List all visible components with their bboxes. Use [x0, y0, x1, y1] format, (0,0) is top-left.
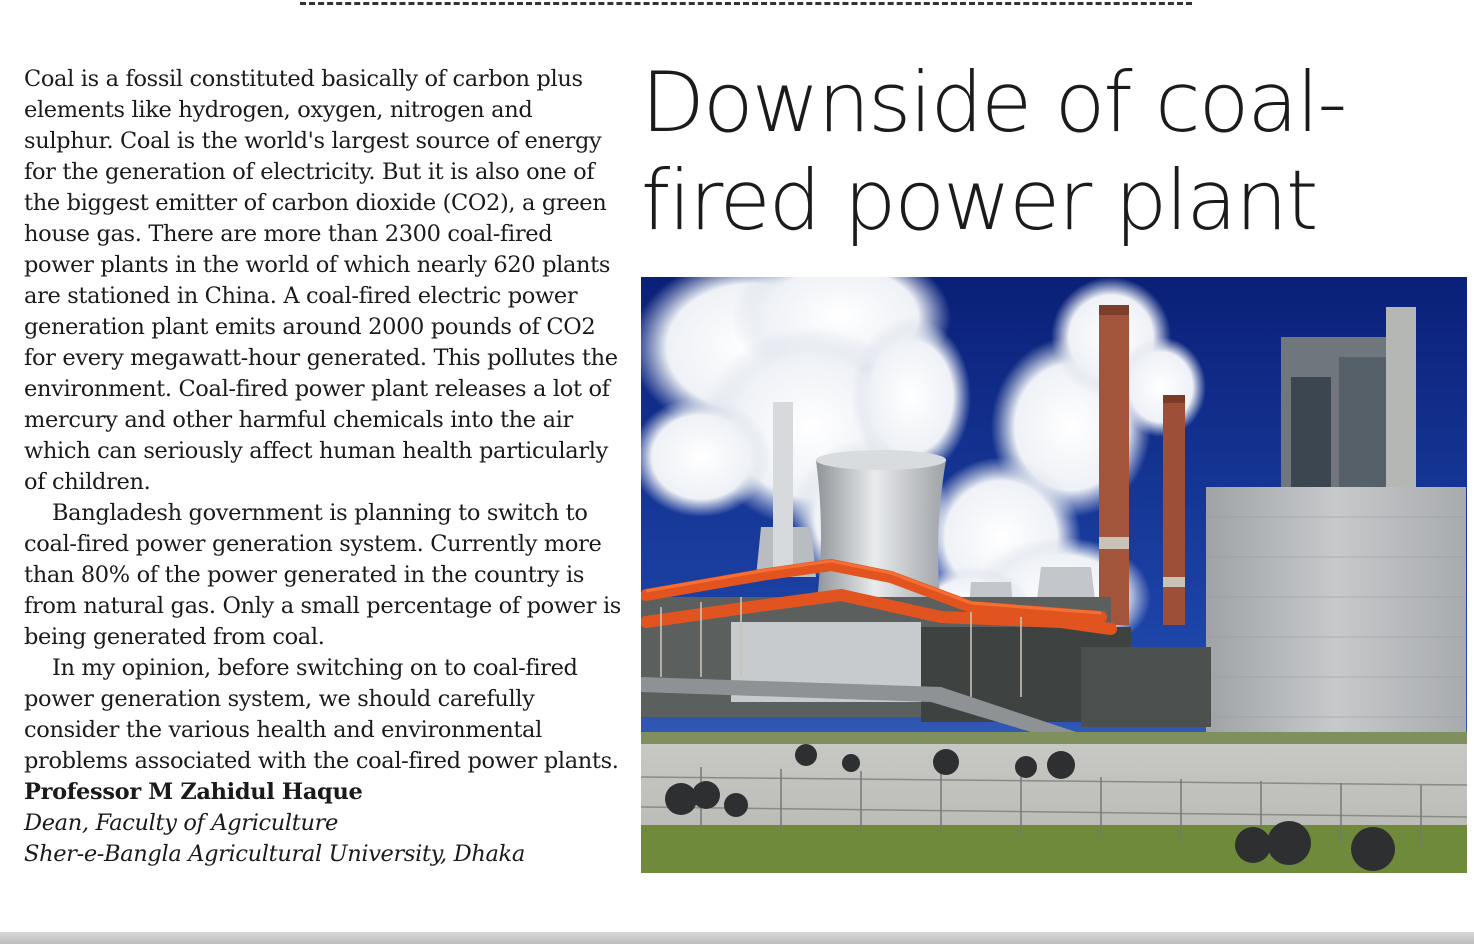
author-name: Professor M Zahidul Haque — [24, 779, 363, 805]
headline: Downside of coal-fired power plant — [641, 54, 1346, 249]
author-title: Dean, Faculty of Agriculture — [24, 810, 338, 836]
bottom-scrollbar-band — [0, 932, 1474, 944]
top-dashed-rule — [300, 2, 1192, 5]
author-affiliation: Sher-e-Bangla Agricultural University, Dhaka — [24, 841, 525, 867]
article-body — [24, 64, 624, 870]
paragraph-3: In my opinion, before switching on to coal-fired power generation system, we should carefully consider the various health and environmental problems associated with the coal-fired power plants. — [24, 655, 619, 774]
power-plant-photo — [641, 277, 1467, 873]
paragraph-2: Bangladesh government is planning to switch to coal-fired power generation system. Currently more than 80% of the power generated in the country is from natural gas. Only a small percentage of power is being generated from coal. — [24, 500, 622, 650]
paragraph-1: Coal is a fossil constituted basically of carbon plus elements like hydrogen, oxygen, nitrogen and sulphur. Coal is the world's largest source of energy for the generation of electricity. But it is also one of the biggest emitter of carbon dioxide (CO2), a green house gas. There are more than 2300 coal-fired power plants in the world of which nearly 620 plants are stationed in China. A coal-fired electric power generation plant emits around 2000 pounds of CO2 for every megawatt-hour generated. This pollutes the environment. Coal-fired power plant releases a lot of mercury and other harmful chemicals into the air which can seriously affect human health particularly of children. — [24, 66, 618, 495]
